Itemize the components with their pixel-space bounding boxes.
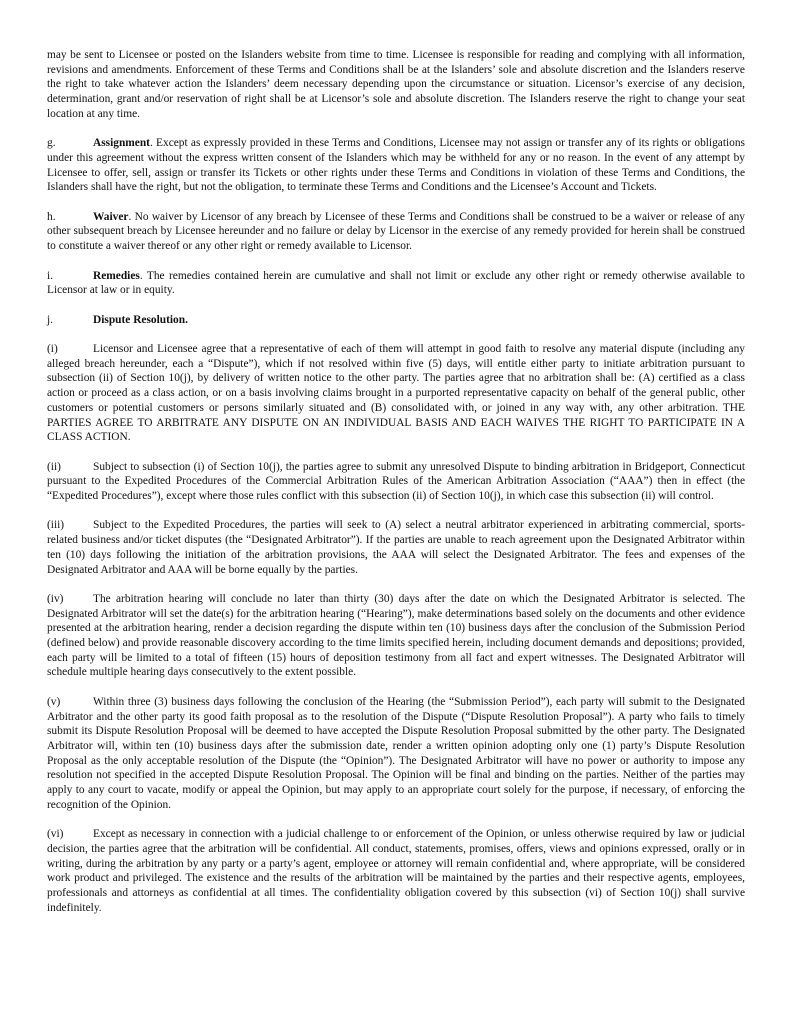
subsection-ii	[47, 460, 745, 504]
subsection-iv	[47, 592, 745, 680]
subsection-text: Subject to subsection (i) of Section 10(j), the parties agree to submit any unresolved Dispute to binding arbitration in Bridgeport, Connecticut pursuant to the Expedited Procedures of the Commercial Arbitration Rules of the American Arbitration Association (“AAA”) then in effect (the “Expedited Procedures”), except where those rules conflict with this subsection (ii) of Section 10(j), in which case this subsection (ii) will control.	[47, 460, 745, 502]
section-heading: Dispute Resolution.	[93, 313, 188, 326]
subsection-v	[47, 695, 745, 813]
section-label: g.	[47, 137, 56, 150]
subsection-i	[47, 342, 745, 445]
subsection-iii	[47, 518, 745, 577]
subsection-text: Within three (3) business days following the conclusion of the Hearing (the “Submission Period”), each party will submit to the Designated Arbitrator and the other party its good faith proposal as to the resolution of the Dispute (“Dispute Resolution Proposal”). A party who fails to timely submit its Dispute Resolution Proposal will be deemed to have accepted the Dispute Resolution Proposal submitted by the other party. The Designated Arbitrator will, within ten (10) business days after the submission date, render a written opinion adopting only one (1) party’s Dispute Resolution Proposal as the only acceptable resolution of the Dispute (the “Opinion”). The Designated Arbitrator will have no power or authority to impose any resolution not specified in the accepted Dispute Resolution Proposal. The Opinion will be final and binding on the parties. Neither of the parties may apply to any court to vacate, modify or appeal the Opinion, but may apply to an appropriate court solely for the purpose, if necessary, of enforcing the recognition of the Opinion.	[47, 695, 745, 811]
subsection-label: (vi)	[47, 828, 64, 841]
subsection-text: Subject to the Expedited Procedures, the parties will seek to (A) select a neutral arbitrator experienced in arbitrating commercial, sports-related business and/or ticket disputes (the “Designated Arbitrator”). If the parties are unable to reach agreement upon the Designated Arbitrator within ten (10) days following the initiation of the arbitration provisions, the AAA will select the Designated Arbitrator. The fees and expenses of the Designated Arbitrator and AAA will be borne equally by the parties.	[47, 519, 745, 576]
subsection-text: The arbitration hearing will conclude no later than thirty (30) days after the date on which the Designated Arbitrator is selected. The Designated Arbitrator will set the date(s) for the arbitration hearing (“Hearing”), make determinations based solely on the documents and other evidence presented at the arbitration hearing, render a decision regarding the dispute within ten (10) business days after the conclusion of the Submission Period (defined below) and provide reasonable discovery according to the time limits specified herein, including document demands and depositions; provided, each party will be limited to a total of fifteen (15) hours of deposition testimony from all fact and expert witnesses. The Designated Arbitrator will schedule multiple hearing days consecutively to the extent possible.	[47, 592, 745, 679]
section-assignment	[47, 136, 745, 195]
section-dispute-resolution	[47, 313, 745, 328]
section-text: . The remedies contained herein are cumulative and shall not limit or exclude any other right or remedy otherwise available to Licensor at law or in equity.	[47, 269, 745, 297]
section-label: h.	[47, 210, 56, 223]
subsection-label: (iii)	[47, 519, 65, 532]
subsection-vi	[47, 827, 745, 915]
section-text: . Except as expressly provided in these Terms and Conditions, Licensee may not assign or transfer any of its rights or obligations under this agreement without the express written consent of the Islanders which may be withheld for any or no reason. In the event of any attempt by Licensee to offer, sell, assign or transfer its Tickets or other rights under these Terms and Conditions in violation of these Terms and Conditions, the Islanders shall have the right, but not the obligation, to terminate these Terms and Conditions and the Licensee’s Account and Tickets.	[47, 137, 745, 194]
subsection-label: (ii)	[47, 460, 61, 473]
subsection-label: (i)	[47, 342, 58, 355]
section-heading: Assignment	[93, 137, 150, 150]
section-heading: Remedies	[93, 269, 140, 282]
section-label: i.	[47, 269, 54, 282]
section-waiver	[47, 210, 745, 254]
subsection-text: Except as necessary in connection with a judicial challenge to or enforcement of the Opinion, or unless otherwise required by law or judicial decision, the parties agree that the arbitration will be confidential. All conduct, statements, promises, offers, views and opinions expressed, orally or in writing, during the arbitration by any party or a party’s agent, employee or attorney will remain confidential and, where appropriate, will be considered work product and privileged. The existence and the results of the arbitration will be maintained by the parties and their respective agents, employees, professionals and attorneys as confidential at all times. The confidentiality obligation covered by this subsection (vi) of Section 10(j) shall survive indefinitely.	[47, 828, 745, 914]
section-text: . No waiver by Licensor of any breach by Licensee of these Terms and Conditions shall be construed to be a waiver or release of any other subsequent breach by Licensee hereunder and no failure or delay by Licensor in the exercise of any remedy provided for herein shall be construed to constitute a waiver thereof or any other right or remedy available to Licensor.	[47, 210, 745, 253]
opening-paragraph: may be sent to Licensee or posted on the Islanders website from time to time. Licensee is responsible for reading and complying with all information, revisions and amendments. Enforcement of these Terms and Conditions shall be at the Islanders’ sole and absolute discretion and the Islanders reserve the right to take whatever action the Islanders’ deem necessary depending upon the circumstance or situation. Licensor’s exercise of any decision, determination, grant and/or reservation of right shall be at Licensor’s sole and absolute discretion. The Islanders reserve the right to change your seat location at any time.	[47, 49, 745, 120]
section-label: j.	[47, 313, 54, 326]
subsection-label: (v)	[47, 695, 61, 708]
subsection-label: (iv)	[47, 592, 64, 605]
section-heading: Waiver	[93, 210, 129, 223]
subsection-text: Licensor and Licensee agree that a representative of each of them will attempt in good faith to resolve any material dispute (including any alleged breach hereunder, each a “Dispute”), which if not resolved within five (5) days, will entitle either party to initiate arbitration pursuant to subsection (ii) of Section 10(j), by delivery of written notice to the other party. The parties agree that no arbitration shall be: (A) certified as a class action or proceed as a class action, or on a basis involving claims brought in a purported representative capacity on behalf of the general public, other customers or potential customers or persons similarly situated and (B) consolidated with, or joined in any way with, any other arbitration. THE PARTIES AGREE TO ARBITRATE ANY DISPUTE ON AN INDIVIDUAL BASIS AND EACH WAIVES THE RIGHT TO PARTICIPATE IN A CLASS ACTION.	[47, 342, 745, 444]
section-remedies	[47, 269, 745, 298]
